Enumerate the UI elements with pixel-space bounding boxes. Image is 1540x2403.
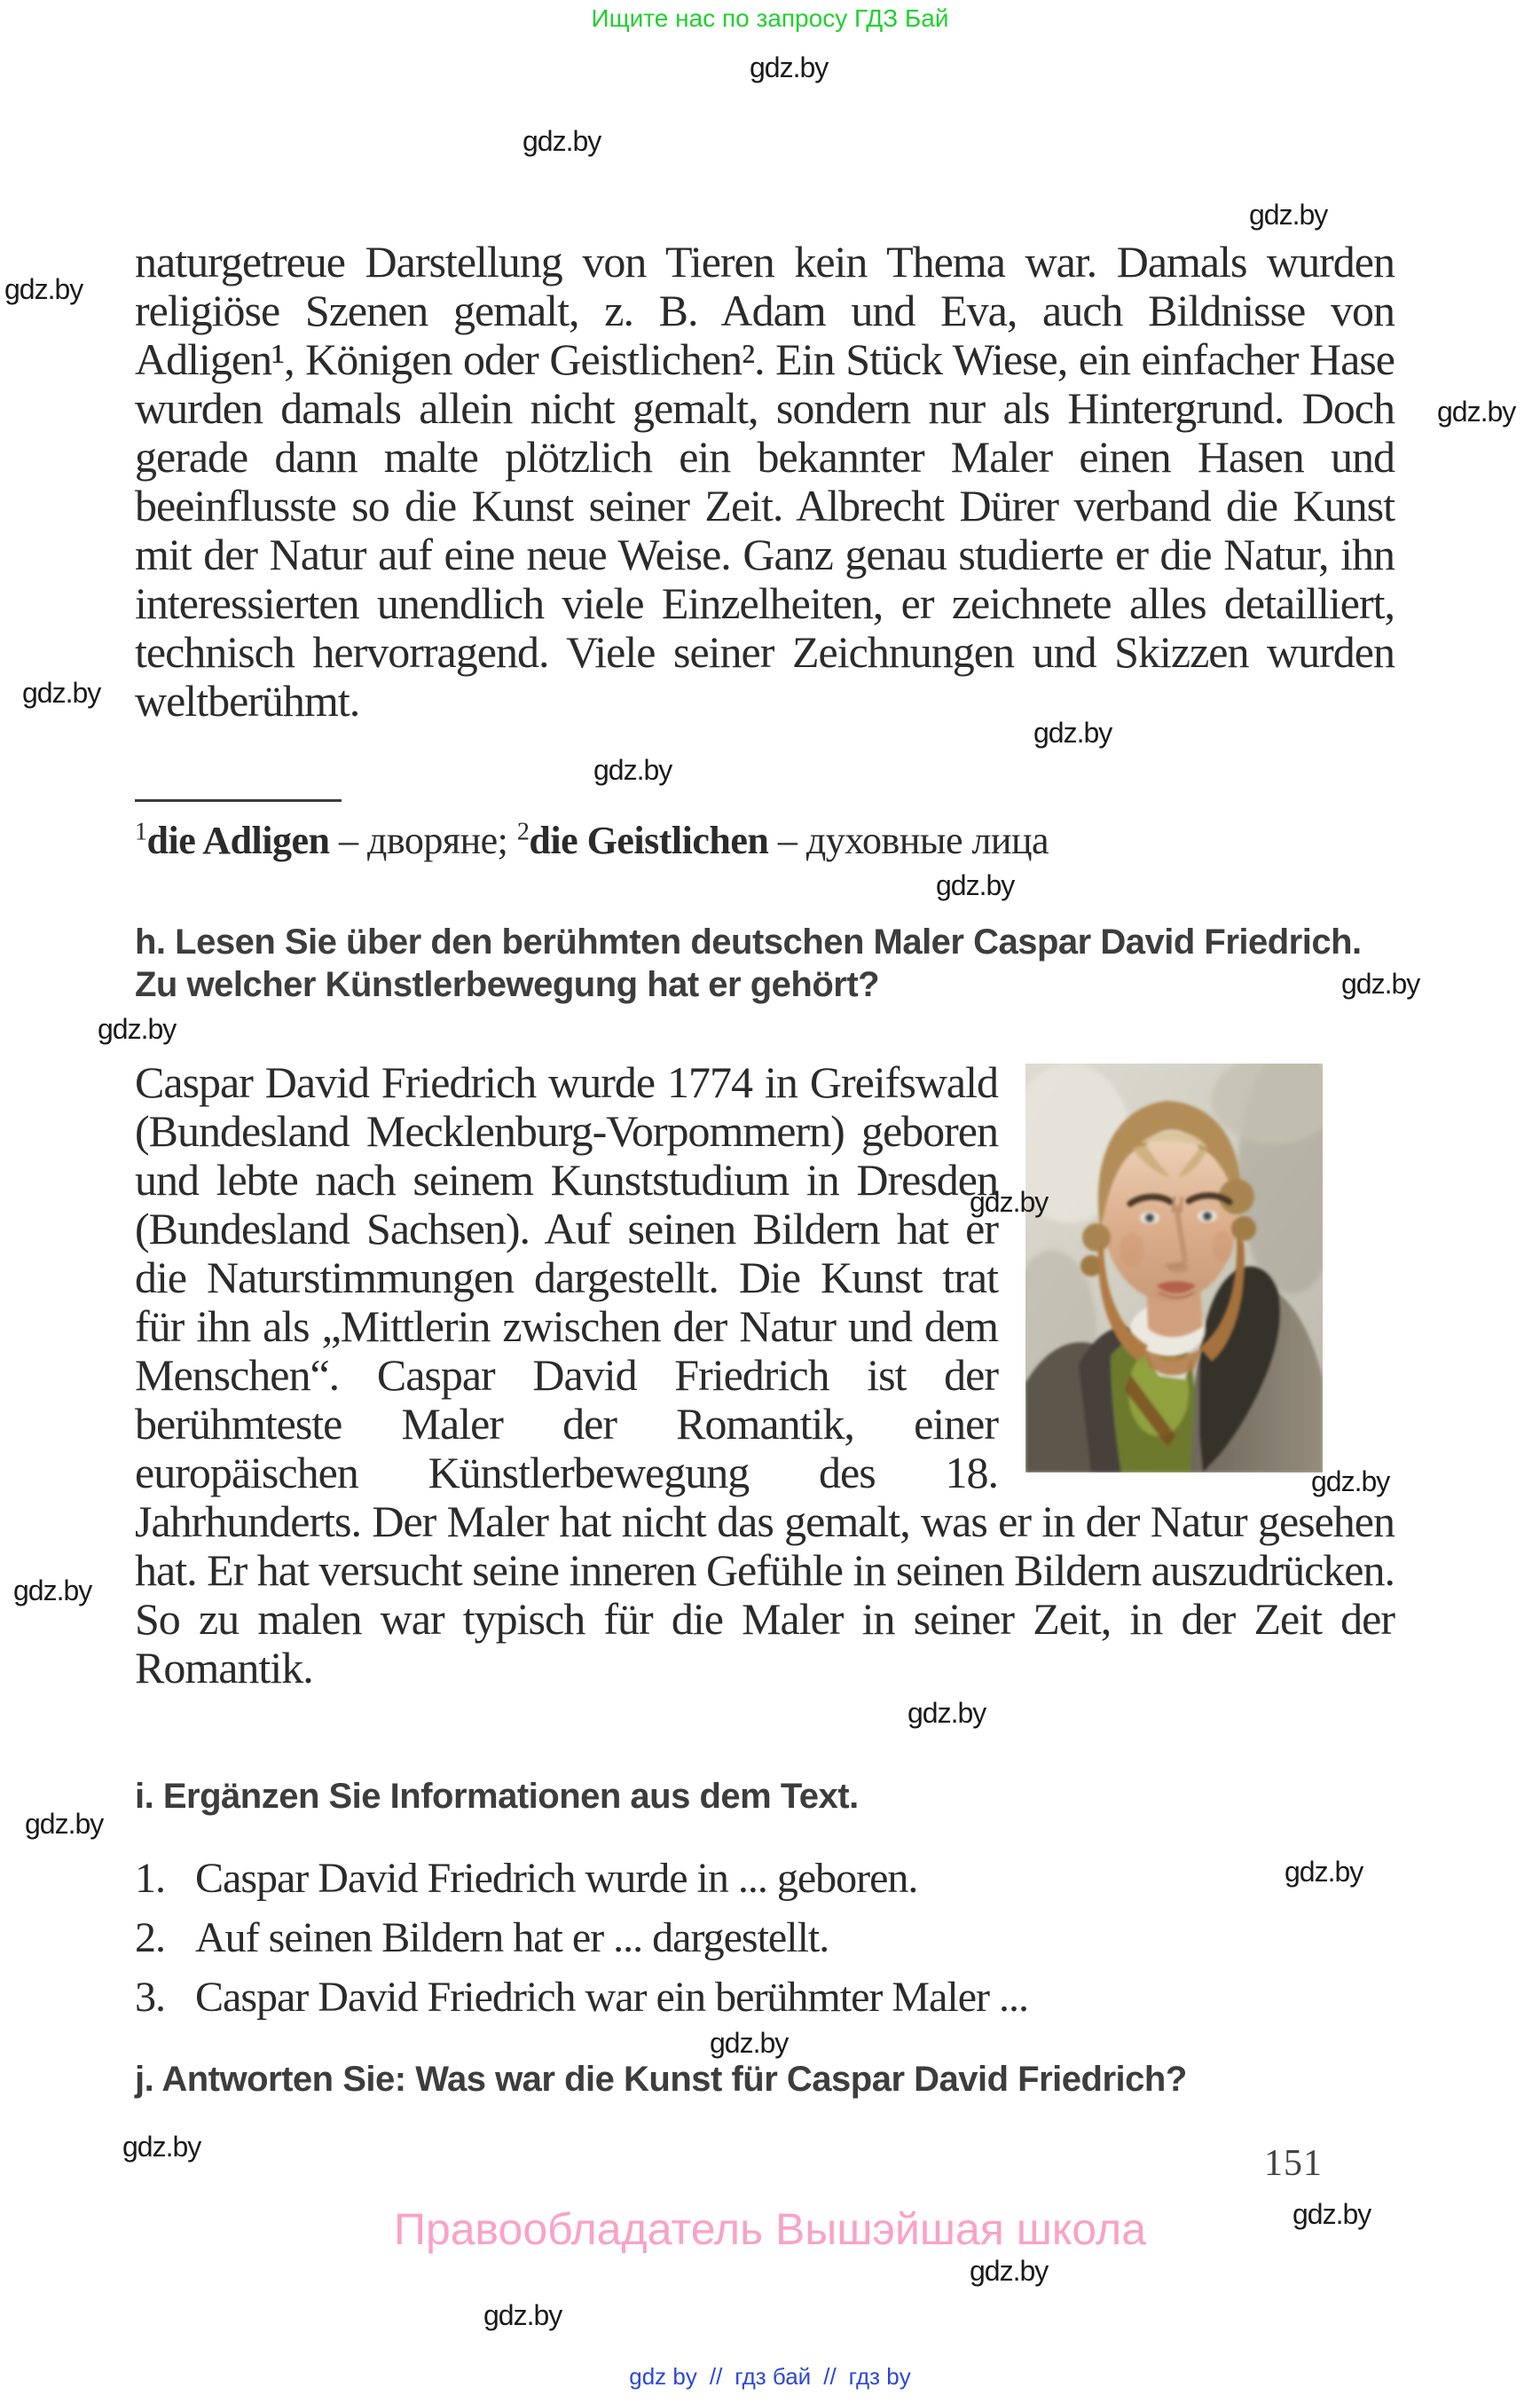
footer-link[interactable]: гдз бай [735,2363,812,2390]
watermark: gdz.by [908,1697,986,1729]
footer-separator: // [823,2363,837,2390]
footnote [135,818,1395,863]
watermark: gdz.by [522,125,601,157]
watermark: gdz.by [4,273,83,305]
watermark: gdz.by [1249,199,1328,231]
watermark: gdz.by [483,2299,562,2331]
exercise-item-number: 3. [135,1974,165,2021]
caspar-david-friedrich-portrait [1025,1064,1323,1472]
exercise-item-text: Auf seinen Bildern hat er ... dargestellt. [195,1914,829,1961]
paragraph-friedrich-text: Caspar David Friedrich wurde 1774 in Greifswald (Bundesland Mecklenburg-Vorpommern) geboren und lebte nach seinem Kunststudium in Dresden (Bundesland Sachsen). Auf seinen Bildern hat er die Naturstimmungen dargestellt. Die Kunst trat für ihn als „Mittlerin zwischen der Natur und dem Menschen“. Caspar David Friedrich ist der berühmteste Maler der Romantik, einer europäischen Künstlerbewegung des 18. Jahrhunderts. Der Maler hat nicht das gemalt, was er in der Natur gesehen hat. Er hat versucht seine inneren Gefühle in seinen Bildern auszudrücken. So zu malen war typisch für die Maler in seiner Zeit, in der Zeit der Romantik. [135,1057,1395,1692]
exercise-item-number: 2. [135,1914,165,1961]
footer-link[interactable]: гдз by [848,2363,911,2390]
footer-links [0,2363,1540,2391]
watermark: gdz.by [970,2255,1049,2287]
exercise-item [135,1973,1395,2022]
copyright-notice: Правообладатель Вышэйшая школа [394,2204,1146,2254]
footnote-ref-2: 2 [516,818,530,846]
footnote-term-2: die Geistlichen [529,819,769,862]
footnote-translation-2: – духовные лица [768,819,1049,862]
footnote-term-1: die Adligen [146,819,330,862]
task-j-heading: j. Antworten Sie: Was war die Kunst für Caspar David Friedrich? [135,2060,1187,2099]
exercise-item [135,1913,1395,1962]
watermark: gdz.by [593,754,672,786]
exercise-item [135,1854,1395,1903]
watermark: gdz.by [1292,2198,1371,2230]
footnote-ref-1: 1 [135,818,147,846]
watermark: gdz.by [22,677,101,709]
watermark: gdz.by [970,1186,1049,1218]
watermark: gdz.by [710,2027,789,2059]
task-i-heading: i. Ergänzen Sie Informationen aus dem Text. [135,1777,859,1816]
footer-link[interactable]: gdz by [629,2363,697,2390]
watermark: gdz.by [1285,1856,1363,1888]
exercise-item-text: Caspar David Friedrich war ein berühmter Maler ... [195,1974,1028,2021]
watermark: gdz.by [98,1013,177,1045]
task-h-heading: h. Lesen Sie über den berühmten deutschen Maler Caspar David Friedrich. Zu welcher Künstlerbewegung hat er gehört? [135,923,1362,1004]
watermark: gdz.by [122,2131,201,2163]
exercise-item-number: 1. [135,1855,165,1902]
footnote-translation-1: – дворяне; [329,819,517,862]
paragraph-friedrich [135,1058,1395,1692]
watermark: gdz.by [936,869,1015,901]
watermark: gdz.by [750,51,829,83]
watermark: gdz.by [13,1575,92,1606]
watermark: gdz.by [1437,396,1516,428]
top-banner: Ищите нас по запросу ГДЗ Бай [591,4,949,32]
watermark: gdz.by [1033,717,1112,749]
footnote-divider [135,799,342,802]
watermark: gdz.by [25,1808,104,1840]
page-number: 151 [1264,2143,1323,2184]
watermark: gdz.by [1341,968,1420,1000]
watermark: gdz.by [1311,1465,1390,1497]
footer-separator: // [709,2363,723,2390]
exercise-list [135,1854,1395,2032]
paragraph-duerer: naturgetreue Darstellung von Tieren kein Thema war. Damals wurden religiöse Szenen gemalt, z. B. Adam und Eva, auch Bildnisse von Adligen¹, Königen oder Geistlichen². Ein Stück Wiese, ein einfacher Hase wurden damals allein nicht gemalt, sondern nur als Hintergrund. Doch gerade dann malte plötzlich ein bekannter Maler einen Hasen und beeinflusste so die Kunst seiner Zeit. Albrecht Dürer verband die Kunst mit der Natur auf eine neue Weise. Ganz genau studierte er die Natur, ihn interessierten unendlich viele Einzelheiten, er zeichnete alles detailliert, technisch hervorragend. Viele seiner Zeichnungen und Skizzen wurden weltberühmt. [135,237,1395,726]
exercise-item-text: Caspar David Friedrich wurde in ... geboren. [195,1855,918,1902]
